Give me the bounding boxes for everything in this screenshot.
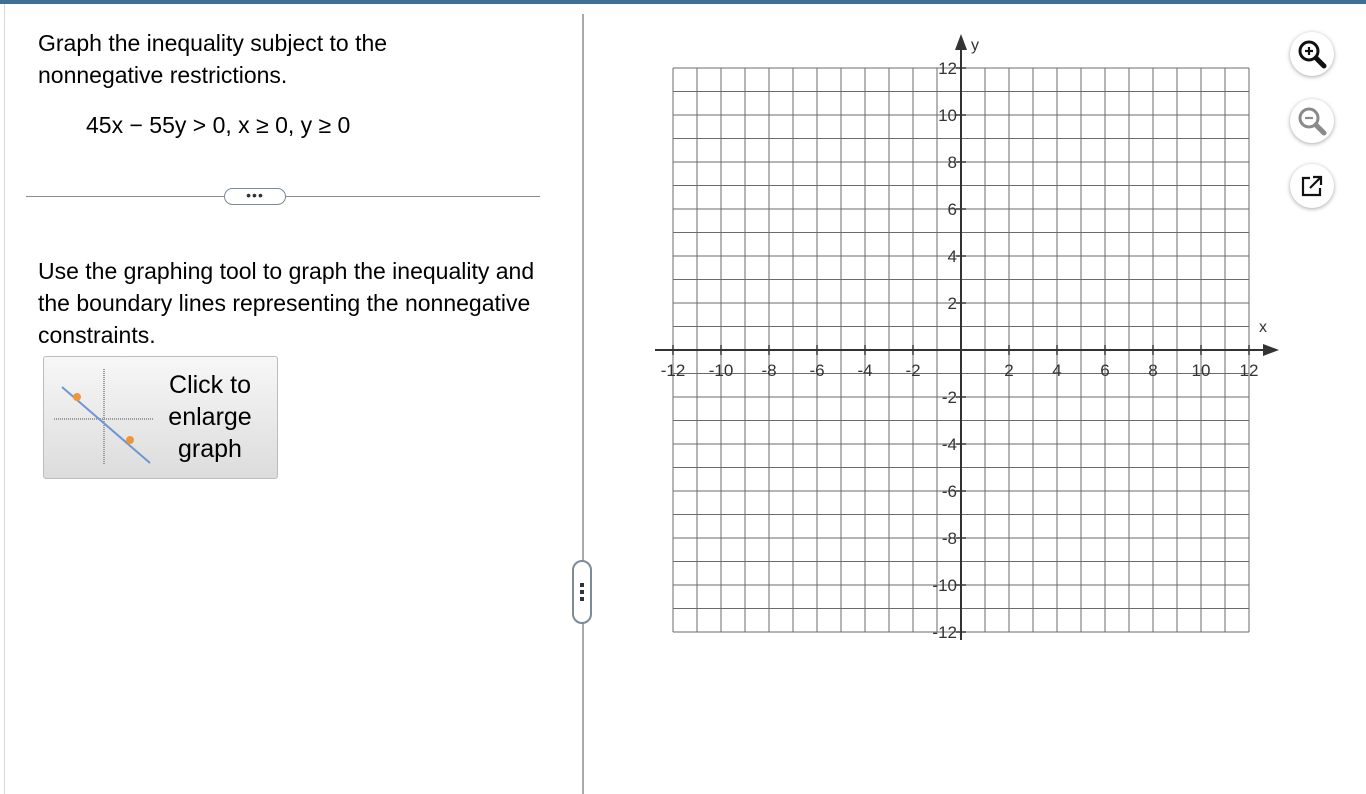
x-axis-tick-label: -10 <box>708 361 734 380</box>
x-axis-tick-label: 8 <box>1148 361 1158 380</box>
zoom-out-button[interactable] <box>1290 99 1334 143</box>
zoom-in-button[interactable] <box>1290 32 1334 76</box>
x-axis-tick-label: -12 <box>660 361 686 380</box>
x-axis-tick-label: 4 <box>1052 361 1062 380</box>
inequality-expression: 45x − 55y > 0, x ≥ 0, y ≥ 0 <box>86 112 351 138</box>
x-axis-tick-label: 6 <box>1100 361 1110 380</box>
popout-button[interactable] <box>1290 164 1334 208</box>
x-axis-tick-label: 10 <box>1191 361 1211 380</box>
popout-icon <box>1298 172 1326 200</box>
y-axis-label: y <box>971 37 979 54</box>
graph-instructions: Use the graphing tool to graph the inequality and the boundary lines representing the nonnegative constraints. <box>38 258 535 348</box>
y-axis-tick-label: -12 <box>932 623 957 642</box>
y-axis-tick-label: 10 <box>938 106 957 125</box>
coordinate-graph[interactable] <box>640 28 1300 648</box>
enlarge-graph-button[interactable] <box>43 356 278 479</box>
x-axis-tick-label: -4 <box>857 361 873 380</box>
x-axis-tick-label: -6 <box>809 361 825 380</box>
panel-resize-handle[interactable] <box>572 560 592 624</box>
top-accent-bar <box>0 0 1366 4</box>
y-axis-arrow <box>955 34 967 50</box>
handle-dot <box>580 583 584 587</box>
x-axis-tick-label: -8 <box>761 361 777 380</box>
y-axis-tick-label: 12 <box>938 59 957 78</box>
y-axis-tick-label: -6 <box>941 482 957 501</box>
y-axis-tick-label: -4 <box>941 435 957 454</box>
handle-dot <box>580 597 584 601</box>
x-axis-arrow <box>1263 344 1279 356</box>
axes <box>655 34 1279 640</box>
y-axis-tick-label: -8 <box>941 529 957 548</box>
left-edge-border <box>4 4 5 794</box>
zoom-out-icon <box>1296 105 1328 137</box>
question-prompt: Graph the inequality subject to the nonnegative restrictions. <box>38 30 388 88</box>
panel-divider <box>582 14 584 794</box>
expand-divider-button[interactable]: ••• <box>224 188 286 205</box>
x-axis-tick-label: 12 <box>1239 361 1259 380</box>
x-axis-tick-label: -2 <box>905 361 921 380</box>
y-axis-tick-label: -10 <box>932 576 957 595</box>
y-axis-tick-label: 2 <box>947 294 957 313</box>
enlarge-graph-label: Click to enlarge graph <box>168 371 252 463</box>
handle-dot <box>580 590 584 594</box>
graph-thumbnail-icon <box>54 367 154 467</box>
y-axis-tick-label: 8 <box>947 153 957 172</box>
y-axis-tick-label: 6 <box>947 200 957 219</box>
zoom-in-icon <box>1296 38 1328 70</box>
x-axis-tick-label: 2 <box>1004 361 1014 380</box>
y-axis-tick-label: 4 <box>947 247 957 266</box>
x-axis-label: x <box>1259 319 1267 336</box>
y-axis-tick-label: -2 <box>941 388 957 407</box>
